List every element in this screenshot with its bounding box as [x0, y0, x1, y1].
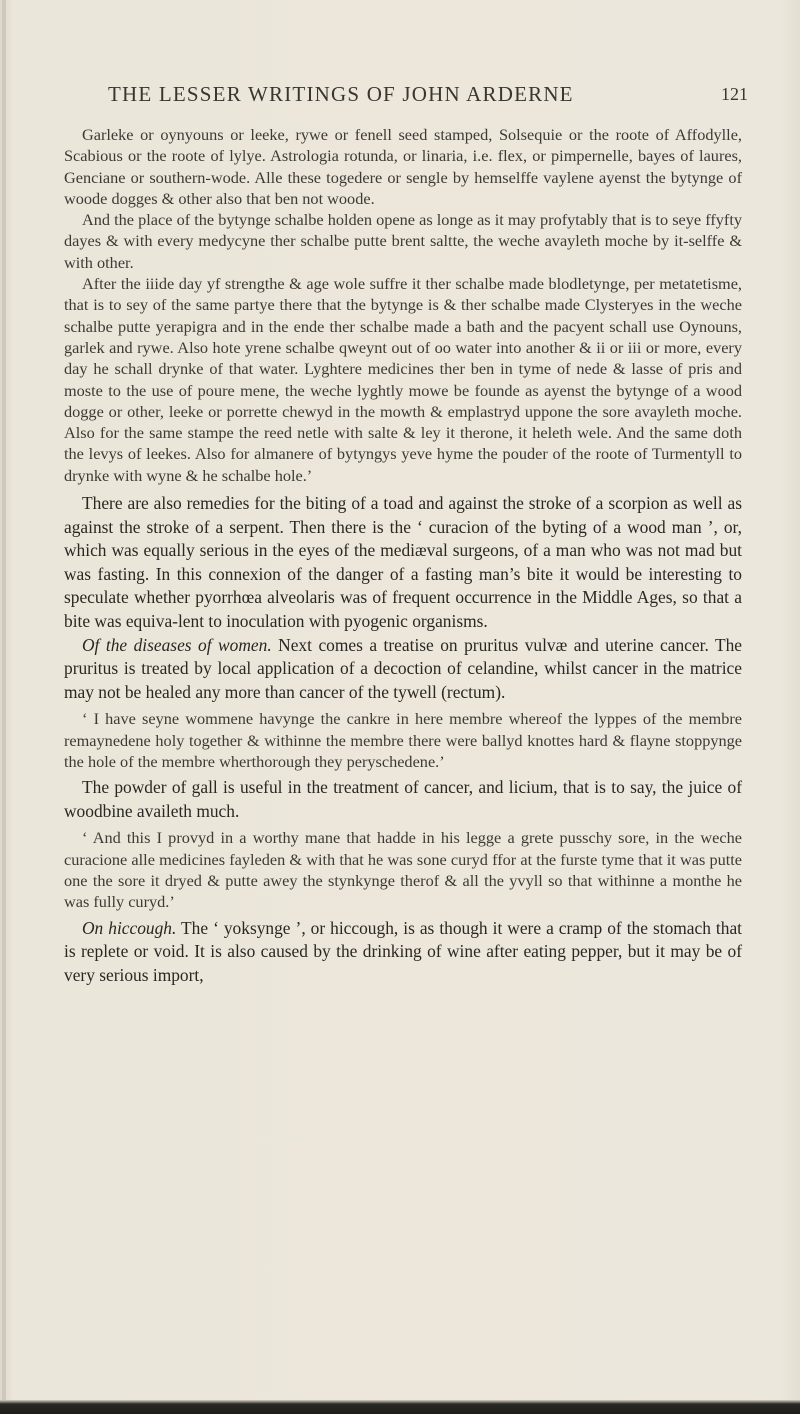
- bottom-page-edge: [0, 1400, 800, 1414]
- page-edge-shadow: [2, 0, 6, 1414]
- page-number: 121: [721, 84, 748, 104]
- paragraph-quote-cankre: [64, 708, 742, 772]
- paragraph-text: Next comes a treatise on pruritus vulvæ and uterine cancer. The pruritus is treated by local application of a decoction of celandine, whilst cancer in the matrice may not be healed any more than cancer of the tywell (rectum).: [64, 634, 742, 702]
- section-lead-heading: Of the diseases of women.: [82, 634, 272, 655]
- page-header: [108, 82, 748, 112]
- paragraph-text: The ‘ yoksynge ’, or hiccough, is as though it were a cramp of the stomach that is replete or void. It is also caused by the drinking of wine after eating pepper, but it may be of very serious import,: [64, 917, 742, 985]
- paragraph-quote-worthy-man: [64, 827, 742, 912]
- paragraph-quote-wound-care: [64, 209, 742, 273]
- paragraph-quote-bloodletting: [64, 273, 742, 486]
- paragraph-powder-of-gall: [64, 776, 742, 823]
- paragraph-diseases-of-women: [64, 634, 742, 705]
- paragraph-text: Garleke or oynyouns or leeke, rywe or fenell seed stamped, Solsequie or the roote of Affodylle, Scabious or the roote of lylye. Astrologia rotunda, or linaria, i.e. flex, or pimpernelle, bayes of laures, Genciane or southern-wode. Alle these togedere or sengle by hemselffe vaylene ayenst the bytynge of woode dogges & other also that ben not woode.: [64, 125, 742, 208]
- paragraph-biting-remedies: [64, 492, 742, 634]
- section-lead-heading: On hiccough.: [82, 917, 177, 938]
- paragraph-text: ‘ I have seyne wommene havynge the cankre in here membre whereof the lyppes of the membre remaynedene holy together & withinne the membre there were ballyd knottes hard & flayne stoppynge the hole of the membre wherthorough they peryschedene.’: [64, 709, 742, 771]
- page-body: [64, 124, 742, 987]
- paragraph-text: ‘ And this I provyd in a worthy mane that hadde in his legge a grete pusschy sore, in the weche curacione alle medicines fayleden & with that he was sone curyd ffor at the furste tyme that it was putte one the sore it dryed & putte awey the stynkynge therof & all the yvyll so that withinne a monthe he was fully curyd.’: [64, 828, 742, 912]
- paragraph-text: And the place of the bytynge schalbe holden opene as longe as it may profytably that is to seye ffyfty dayes & with every medycyne ther schalbe putte brent saltte, the weche avayleth moche by it-selffe & with other.: [64, 210, 742, 272]
- paragraph-on-hiccough: [64, 917, 742, 988]
- paragraph-text: There are also remedies for the biting of a toad and against the stroke of a scorpion as well as against the stroke of a serpent. Then there is the ‘ curacion of the byting of a wood man ’, or, which was equally serious in the eyes of the mediæval surgeons, of a man who was not mad but was fasting. In this connexion of the danger of a fasting man’s bite it would be interesting to speculate whether pyorrhœa alveolaris was of frequent occurrence in the Middle Ages, so that a bite was equiva-lent to inoculation with pyogenic organisms.: [64, 493, 742, 632]
- paragraph-text: After the iiide day yf strengthe & age wole suffre it ther schalbe made blodletynge, per metatetisme, that is to sey of the same partye there that the bytynge is & ther schalbe made Clysteryes in the weche schalbe putte yerapigra and in the ende ther schalbe made a bath and the pacyent schall use Oynouns, garlek and rywe. Also hote yrene schalbe qweynt out of oo water into another & ii or iii or more, every day he schall drynke of that water. Lyghtere medicines ther ben in tyme of nede & lasse of pris and moste to the use of poure mene, the weche lyghtly mowe be founde as ayenst the bytynge of a wood dogge or other, leeke or porrette chewyd in the mowth & emplastryd uppone the sore avayleth moche. Also for the same stampe the reed netle with salte & ley it therone, it heleth wele. And the same doth the levys of leekes. Also for almanere of bytyngys yeve hyme the pouder of the roote of Turmentyll to drynke with wyne & he schalbe hole.’: [64, 274, 742, 485]
- paragraph-quote-remedies: [64, 124, 742, 209]
- paragraph-text: The powder of gall is useful in the treatment of cancer, and licium, that is to say, the juice of woodbine availeth much.: [64, 777, 742, 821]
- running-title: THE LESSER WRITINGS OF JOHN ARDERNE: [108, 82, 574, 106]
